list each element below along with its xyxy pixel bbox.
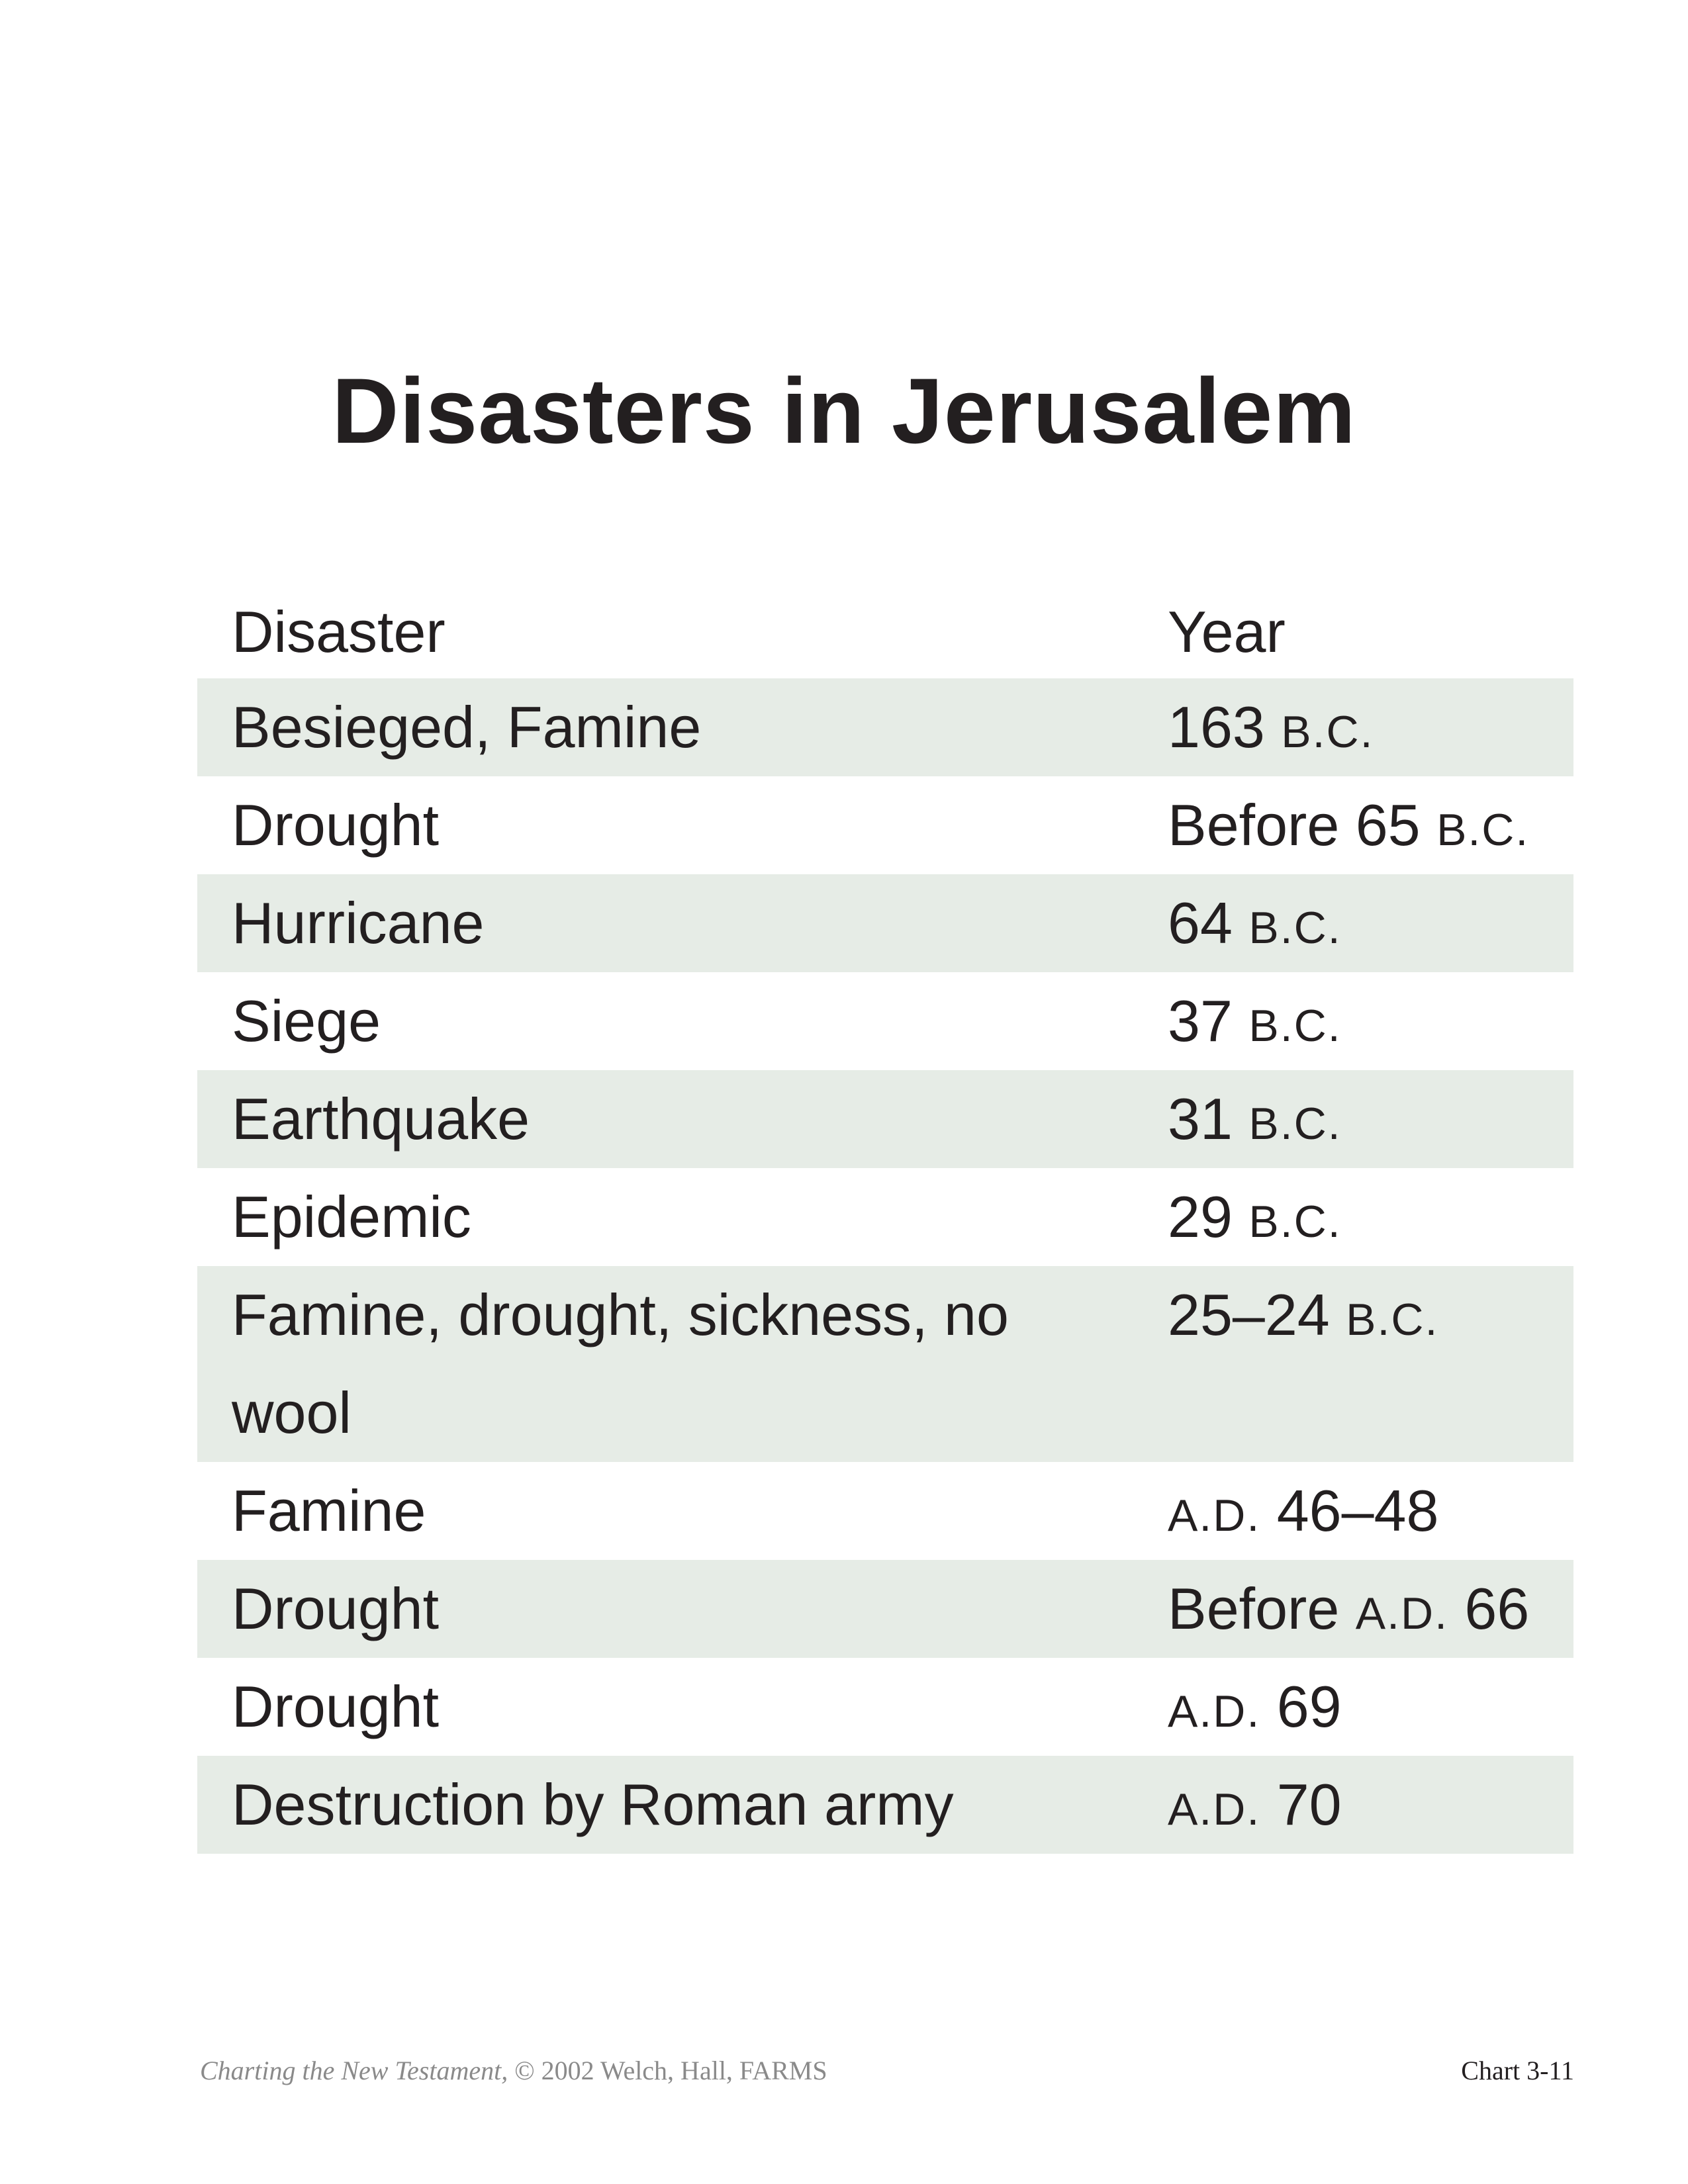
table-row xyxy=(197,776,1573,874)
table-row xyxy=(197,1462,1573,1560)
disaster-cell: Epidemic xyxy=(232,1184,471,1250)
year-cell: 31 B.C. xyxy=(1168,1086,1342,1152)
year-cell: 37 B.C. xyxy=(1168,988,1342,1054)
column-header-disaster: Disaster xyxy=(232,599,445,664)
year-cell: Before A.D. 66 xyxy=(1168,1576,1530,1641)
footer-copyright: © 2002 Welch, Hall, FARMS xyxy=(514,2056,827,2085)
year-cell: 25–24 B.C. xyxy=(1168,1282,1439,1347)
table-row xyxy=(197,972,1573,1070)
disasters-table xyxy=(197,586,1573,1854)
year-cell: 29 B.C. xyxy=(1168,1184,1342,1250)
table-row xyxy=(197,1560,1573,1658)
disaster-cell: Drought xyxy=(232,792,440,858)
year-cell: A.D. 69 xyxy=(1168,1674,1342,1739)
table-row xyxy=(197,1070,1573,1168)
year-cell: 163 B.C. xyxy=(1168,694,1374,760)
page-title: Disasters in Jerusalem xyxy=(332,359,1356,463)
disaster-cell: Famine, drought, sickness, no wool xyxy=(232,1282,1009,1445)
disaster-cell: Earthquake xyxy=(232,1086,530,1152)
table-header-row xyxy=(197,586,1573,678)
table-row xyxy=(197,1756,1573,1854)
year-cell: A.D. 70 xyxy=(1168,1772,1342,1837)
year-cell: A.D. 46–48 xyxy=(1168,1478,1439,1543)
year-cell: 64 B.C. xyxy=(1168,890,1342,956)
table-row xyxy=(197,1658,1573,1756)
disaster-cell: Hurricane xyxy=(232,890,485,956)
disaster-cell: Siege xyxy=(232,988,381,1054)
footer-credit xyxy=(200,2055,827,2086)
table-row xyxy=(197,678,1573,776)
footer-book-title: Charting the New Testament, xyxy=(200,2056,508,2085)
footer-chart-number: Chart 3-11 xyxy=(1461,2056,1574,2085)
disaster-cell: Destruction by Roman army xyxy=(232,1772,954,1837)
disaster-cell: Besieged, Famine xyxy=(232,694,702,760)
table-row xyxy=(197,1266,1573,1462)
disaster-cell: Drought xyxy=(232,1576,440,1641)
disaster-cell: Drought xyxy=(232,1674,440,1739)
column-header-year: Year xyxy=(1168,599,1286,664)
table-row xyxy=(197,1168,1573,1266)
year-cell: Before 65 B.C. xyxy=(1168,792,1530,858)
table-row xyxy=(197,874,1573,972)
disaster-cell: Famine xyxy=(232,1478,426,1543)
